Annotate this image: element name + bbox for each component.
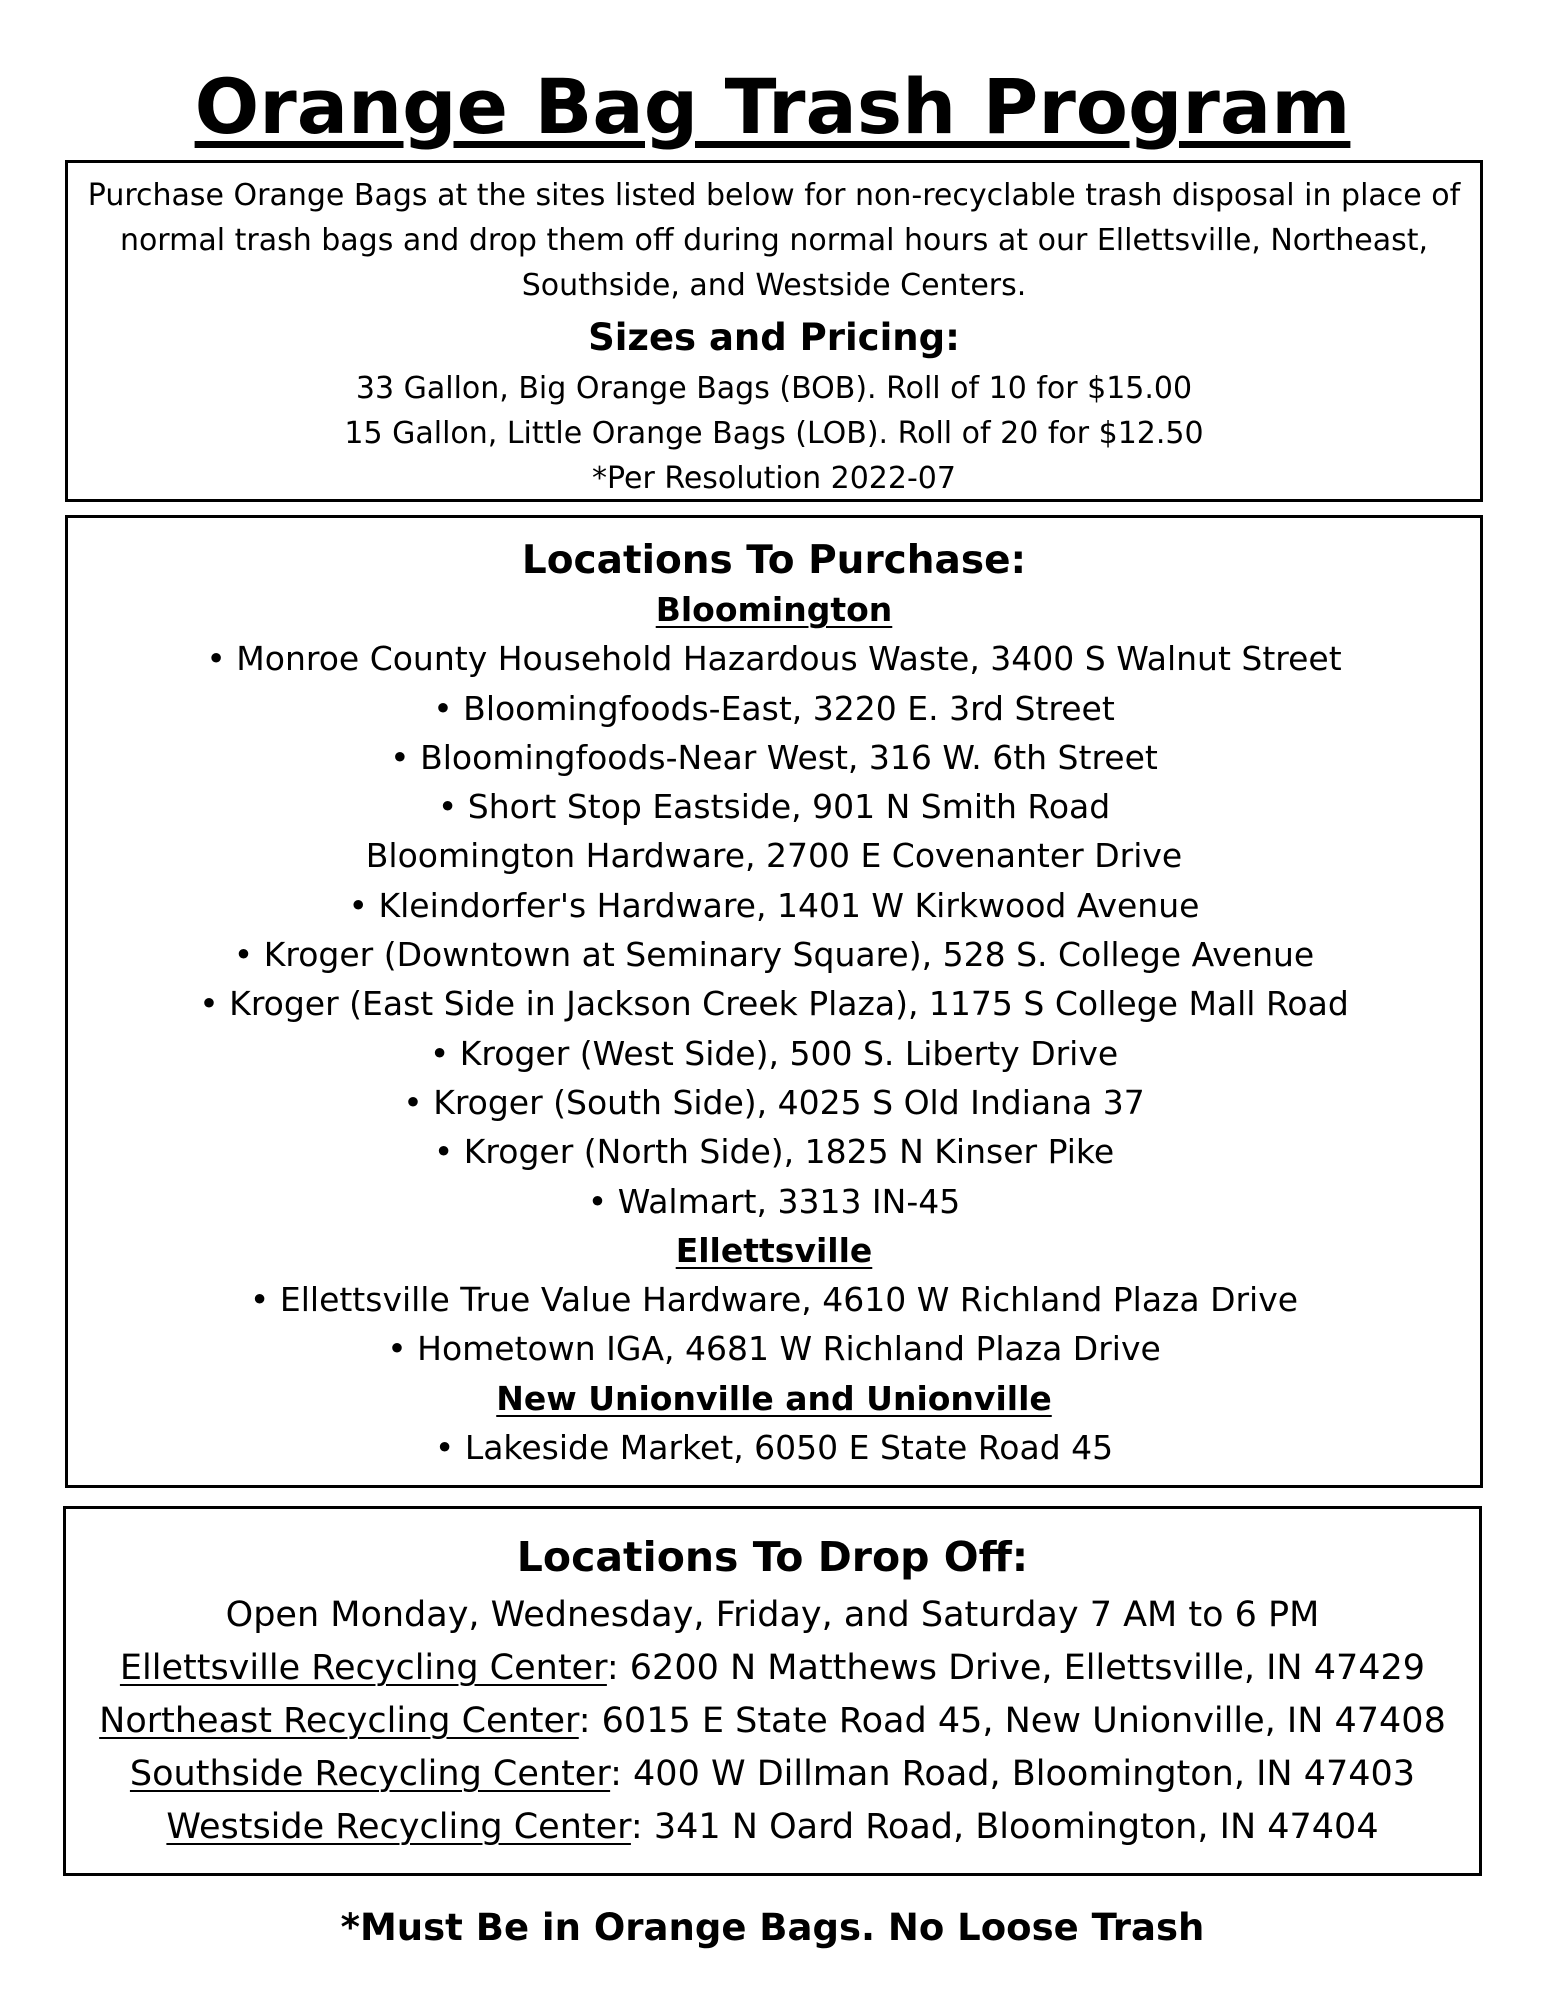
list-item: • Kroger (West Side), 500 S. Liberty Drive [429,1033,1119,1073]
center-address: : 400 W Dillman Road, Bloomington, IN 47403 [610,1754,1416,1794]
center-name: Southside Recycling Center [129,1754,611,1794]
page-title: Orange Bag Trash Program [194,62,1351,151]
list-item: • Kroger (North Side), 1825 N Kinser Pike [433,1132,1115,1172]
center-address: : 6200 N Matthews Drive, Ellettsville, IN 47429 [606,1648,1426,1688]
list-item: • Ellettsville True Value Hardware, 4610 W Richland Plaza Drive [249,1280,1299,1320]
footer-note: *Must Be in Orange Bags. No Loose Trash [340,1906,1205,1949]
town-heading-unionville: New Unionville and Unionville [496,1378,1052,1418]
list-item: • Lakeside Market, 6050 E State Road 45 [434,1428,1114,1468]
purchase-location-list [68,585,1480,1472]
center-name: Northeast Recycling Center [99,1701,579,1741]
center-address: : 341 N Oard Road, Bloomington, IN 47404 [630,1807,1379,1847]
list-item: • Kleindorfer's Hardware, 1401 W Kirkwood Avenue [348,885,1200,925]
dropoff-hours: Open Monday, Wednesday, Friday, and Saturday 7 AM to 6 PM [225,1595,1320,1635]
list-item: • Walmart, 3313 IN-45 [587,1181,961,1221]
town-heading-bloomington: Bloomington [655,590,893,629]
pricing-heading: Sizes and Pricing: [588,316,960,359]
pricing-resolution-note: *Per Resolution 2022-07 [592,461,956,496]
pricing-list [68,366,1480,501]
town-heading-ellettsville: Ellettsville [675,1230,873,1270]
dropoff-heading: Locations To Drop Off: [516,1533,1029,1581]
purchase-heading: Locations To Purchase: [521,538,1027,583]
dropoff-list [66,1589,1479,1854]
list-item: • Hometown IGA, 4681 W Richland Plaza Drive [387,1329,1161,1369]
list-item: Bloomington Hardware, 2700 E Covenanter Drive [365,836,1183,876]
list-item: • Bloomingfoods-East, 3220 E. 3rd Street [433,688,1115,728]
list-item [66,1801,1479,1854]
purchase-locations-box [65,515,1483,1488]
dropoff-locations-box [63,1506,1482,1876]
list-item: • Bloomingfoods-Near West, 316 W. 6th Street [390,737,1158,777]
list-item [66,1748,1479,1801]
list-item: • Monroe County Household Hazardous Waste, 3400 S Walnut Street [206,639,1342,679]
pricing-line: 15 Gallon, Little Orange Bags (LOB). Roll of 20 for $12.50 [344,416,1204,451]
intro-text: Purchase Orange Bags at the sites listed below for non-recyclable trash disposal in place of normal trash bags and drop them off during normal hours at our Ellettsville, Northeast, Southside, and Westside Centers. [87,178,1461,303]
list-item [66,1642,1479,1695]
list-item: • Kroger (Downtown at Seminary Square), 528 S. College Avenue [233,935,1315,975]
intro-box [65,160,1483,502]
pricing-line: 33 Gallon, Big Orange Bags (BOB). Roll of 10 for $15.00 [355,371,1193,406]
list-item: • Short Stop Eastside, 901 N Smith Road [437,787,1111,827]
center-name: Ellettsville Recycling Center [119,1648,607,1688]
list-item: • Kroger (East Side in Jackson Creek Plaza), 1175 S College Mall Road [199,984,1349,1024]
list-item [66,1695,1479,1748]
center-address: : 6015 E State Road 45, New Unionville, IN 47408 [578,1701,1446,1741]
list-item: • Kroger (South Side), 4025 S Old Indiana 37 [403,1082,1145,1122]
center-name: Westside Recycling Center [166,1807,631,1847]
